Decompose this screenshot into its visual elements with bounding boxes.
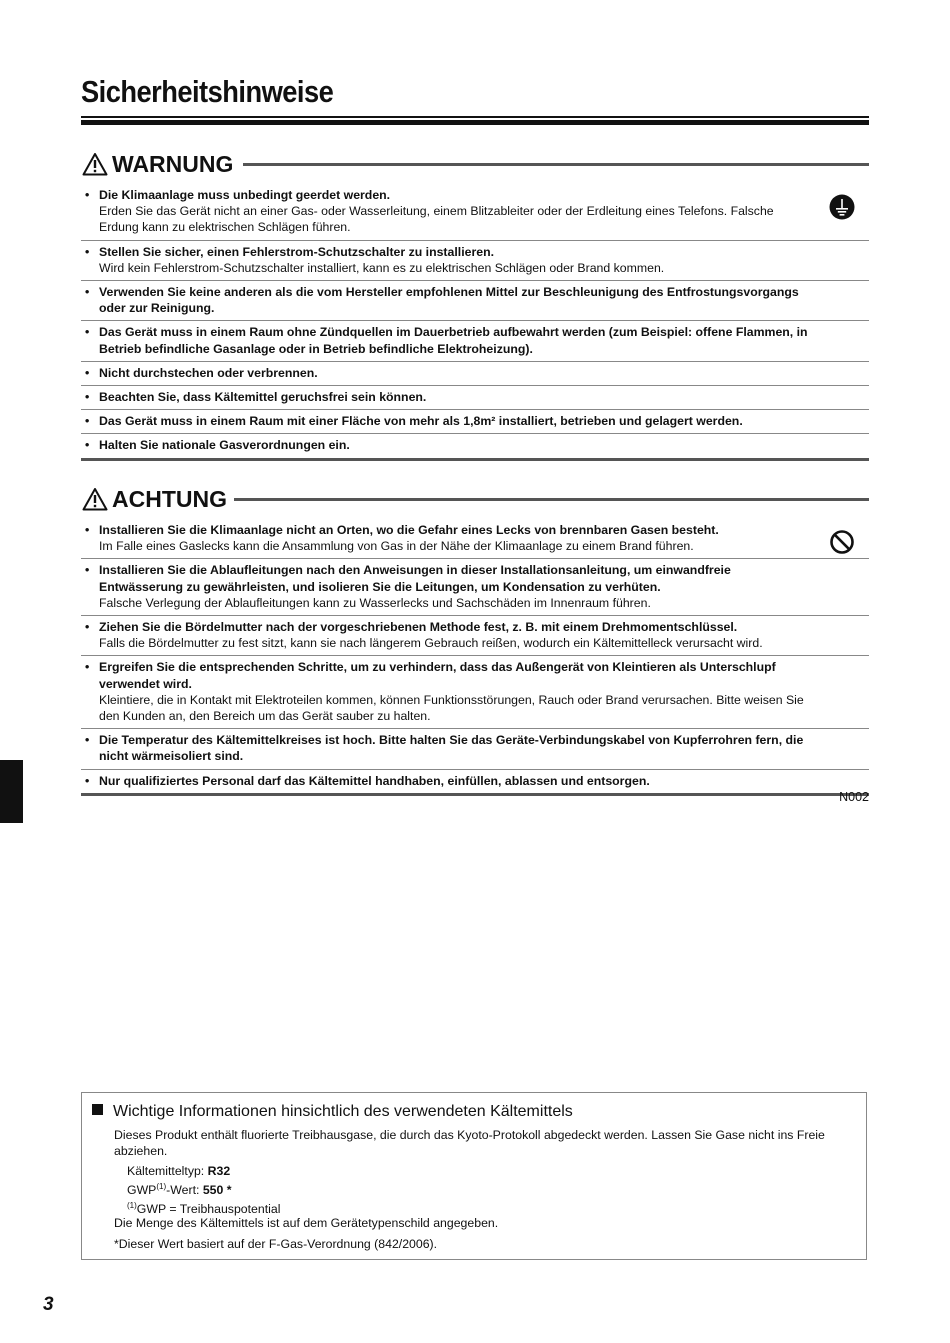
warnung-rule (243, 163, 869, 166)
list-item (81, 241, 869, 281)
list-item (81, 386, 869, 410)
warnung-section (81, 150, 869, 461)
achtung-list (81, 519, 869, 796)
list-item (81, 559, 869, 616)
item-description: Wird kein Fehlerstrom-Schutzschalter installiert, kann es zu elektrischen Schlägen oder Brand kommen. (99, 260, 665, 275)
achtung-section (81, 485, 869, 796)
list-item (81, 519, 869, 559)
item-description: Im Falle eines Gaslecks kann die Ansammlung von Gas in der Nähe der Klimaanlage zu einem Brand führen. (99, 539, 694, 554)
info-footnote: *Dieser Wert basiert auf der F-Gas-Verordnung (842/2006). (114, 1237, 438, 1251)
warning-triangle-icon (82, 152, 108, 176)
achtung-header (81, 485, 869, 515)
list-item (81, 410, 869, 434)
warning-triangle-icon (82, 487, 108, 511)
item-description: Erden Sie das Gerät nicht an einer Gas- oder Wasserleitung, einem Blitzableiter oder der Erdleitung eines Telefons. Falsche Erdung kann zu elektrischen Schlägen führen. (99, 204, 774, 235)
item-heading: • Ergreifen Sie die entsprechenden Schritte, um zu verhindern, dass das Außengerät von Kleintieren als Unterschlupf verwendet wird. (99, 660, 776, 691)
warnung-header (81, 150, 869, 180)
refrigerant-type-value: R32 (207, 1164, 231, 1178)
info-amount: Die Menge des Kältemittels ist auf dem Gerätetypenschild angegeben. (114, 1216, 499, 1230)
info-title-text: Wichtige Informationen hinsichtlich des verwendeten Kältemittels (113, 1103, 573, 1120)
warnung-title: WARNUNG (112, 150, 239, 178)
list-item (81, 729, 869, 769)
list-item (81, 184, 869, 241)
item-description: Falsche Verlegung der Ablaufleitungen kann zu Wasserlecks und Sachschäden im Innenraum führen. (99, 595, 651, 610)
ground-icon (829, 194, 855, 220)
info-title (92, 1103, 573, 1121)
square-bullet-icon (92, 1104, 103, 1115)
title-rule (81, 116, 869, 118)
list-item (81, 362, 869, 386)
title-rule-thick (81, 120, 869, 125)
item-heading: • Halten Sie nationale Gasverordnungen ein. (99, 438, 350, 453)
item-heading: • Installieren Sie die Ablaufleitungen nach den Anweisungen in dieser Installationsanleitung, um einwandfreie Entwässerung zu gewährleisten, und isolieren Sie die Leitungen, um Kondensation zu verhüten. (99, 563, 731, 594)
item-heading: • Installieren Sie die Klimaanlage nicht an Orten, wo die Gefahr eines Lecks von brennbaren Gasen besteht. (99, 523, 719, 537)
item-heading: • Verwenden Sie keine anderen als die vom Hersteller empfohlenen Mittel zur Beschleunigung des Entfrostungsvorgangs oder zur Reinigung. (99, 285, 799, 316)
gwp-note: $^{(1)}$GWP = Treibhauspotential (127, 1201, 281, 1217)
gwp-value-line: GWP$^{(1)}$-Wert: 550 * (127, 1182, 232, 1198)
list-item (81, 770, 869, 793)
item-heading: • Die Temperatur des Kältemittelkreises ist hoch. Bitte halten Sie das Geräte-Verbindungskabel von Kupferrohren fern, die nicht wärmeisoliert sind. (99, 733, 804, 764)
item-heading: • Nicht durchstechen oder verbrennen. (99, 365, 318, 380)
item-heading: • Ziehen Sie die Bördelmutter nach der vorgeschriebenen Methode fest, z. B. mit einem Drehmomentschlüssel. (99, 620, 738, 635)
info-specs (127, 1163, 280, 1217)
page-number: 3 (43, 1294, 54, 1315)
item-description: Falls die Bördelmutter zu fest sitzt, kann sie nach längerem Gebrauch reißen, wodurch ein Kältemittelleck verursacht wird. (99, 636, 763, 651)
item-heading: • Die Klimaanlage muss unbedingt geerdet werden. (99, 188, 391, 202)
list-item (81, 616, 869, 656)
list-item (81, 434, 869, 457)
warnung-list (81, 184, 869, 461)
item-heading: • Stellen Sie sicher, einen Fehlerstrom-Schutzschalter zu installieren. (99, 244, 494, 259)
refrigerant-type: Kältemitteltyp: R32 (127, 1164, 231, 1178)
page-title: Sicherheitshinweise (81, 74, 334, 109)
list-item (81, 321, 869, 361)
achtung-title: ACHTUNG (112, 485, 233, 513)
item-description: Kleintiere, die in Kontakt mit Elektroteilen kommen, können Funktionsstörungen, Rauch oder Brand verursachen. Bitte weisen Sie den Kunden an, den Bereich um das Gerät sauber zu halten. (99, 692, 804, 724)
item-heading: • Das Gerät muss in einem Raum ohne Zündquellen im Dauerbetrieb aufbewahrt werden (zum Beispiel: offene Flammen, in Betrieb befindliche Gasanlage oder in Betrieb befindliche Elektroheizung). (99, 325, 808, 356)
item-heading: • Das Gerät muss in einem Raum mit einer Fläche von mehr als 1,8m² installiert, betrieben und gelagert werden. (99, 414, 743, 429)
item-heading: • Nur qualifiziertes Personal darf das Kältemittel handhaben, einfüllen, ablassen und entsorgen. (99, 773, 650, 788)
info-intro: Dieses Produkt enthält fluorierte Treibhausgase, die durch das Kyoto-Protokoll abgedeckt werden. Lassen Sie Gase nicht ins Freie abziehen. (114, 1128, 825, 1158)
refrigerant-info-box (81, 1092, 867, 1260)
gwp-value: 550 * (202, 1183, 232, 1198)
list-item (81, 281, 869, 321)
achtung-rule (234, 498, 869, 501)
item-heading: • Beachten Sie, dass Kältemittel geruchsfrei sein können. (99, 390, 427, 405)
document-code: N002 (839, 790, 869, 804)
list-item (81, 656, 869, 729)
chapter-tab (0, 760, 23, 823)
prohibited-icon (829, 529, 855, 555)
